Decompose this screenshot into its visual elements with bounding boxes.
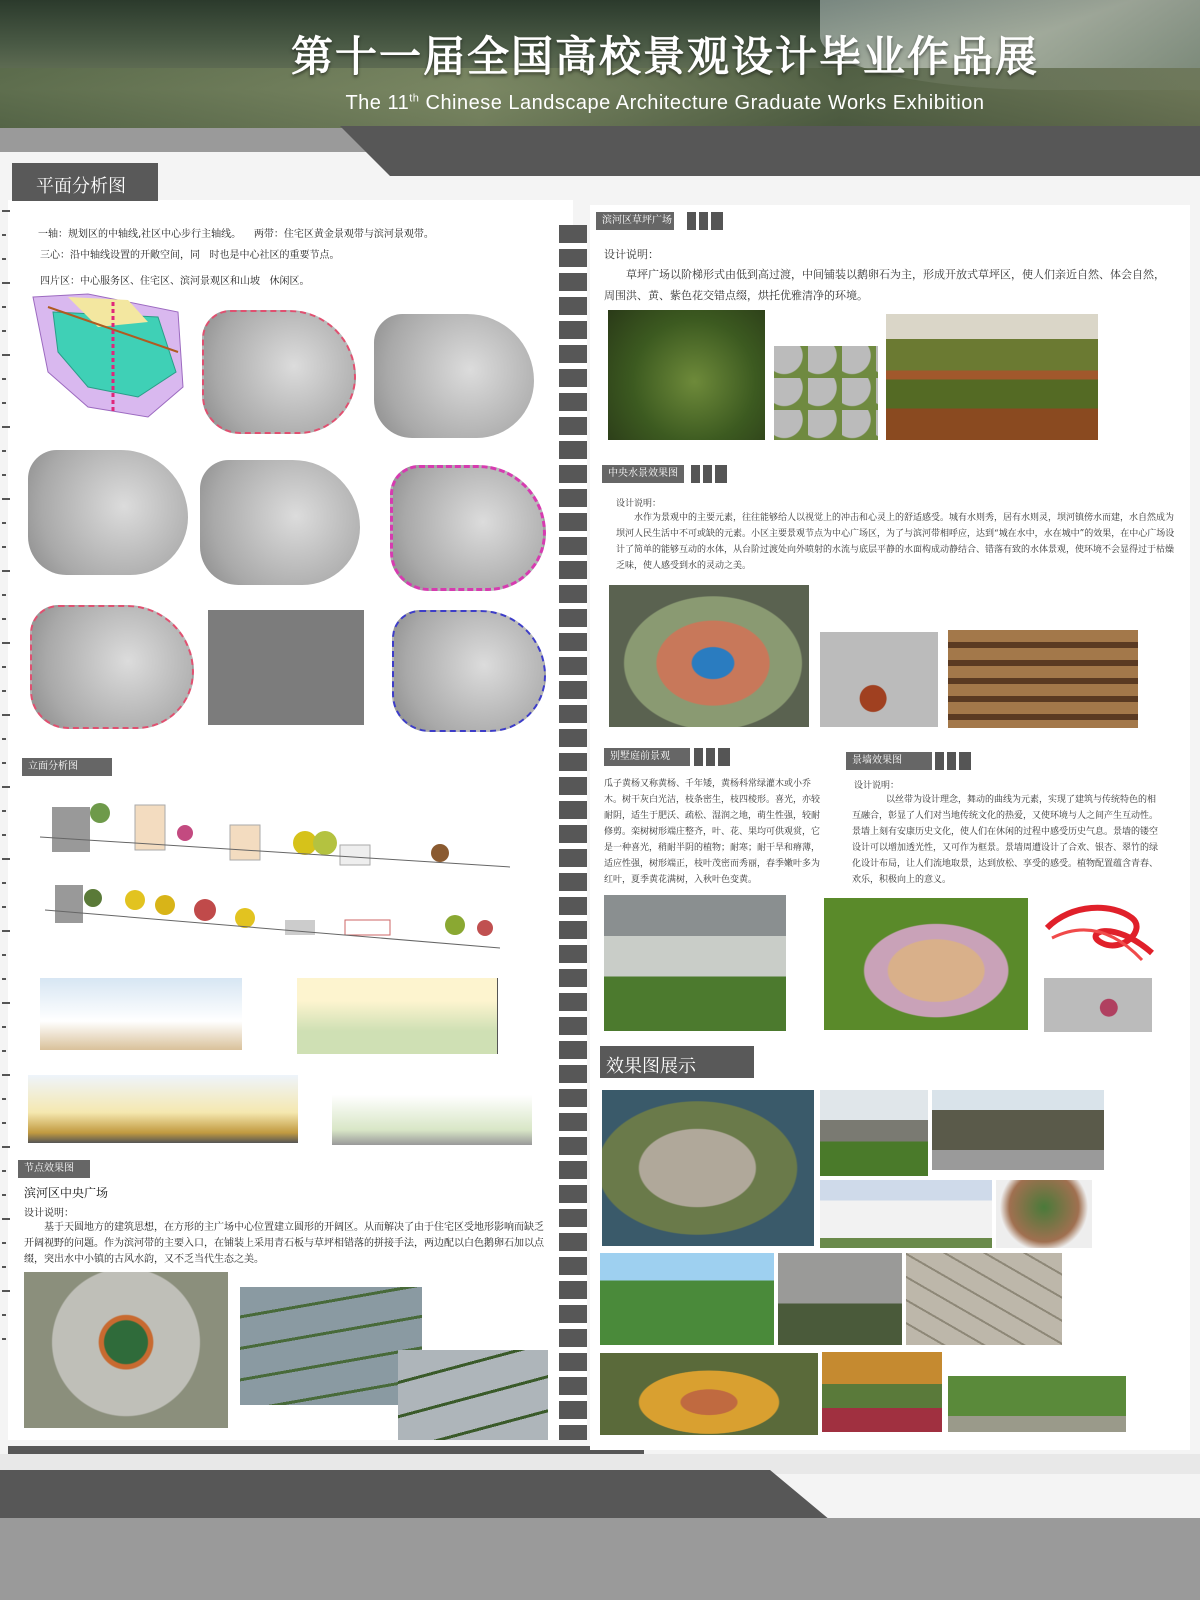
plan-section-title: 平面分析图: [36, 176, 126, 197]
deco-key: [2, 354, 10, 356]
rendering-garden-flowers: [822, 1352, 942, 1432]
plan-map-4: [28, 450, 188, 575]
deco-key: [2, 474, 6, 476]
node-desc: 基于天圆地方的建筑思想，在方形的主广场中心位置建立圆形的开阔区。从而解决了由于住宅区受地形影响而缺乏开阔视野的问题。作为滨河带的主要入口，在铺装上采用青石板与草坪相错落的拼接手法，两边配以白色鹅卵石加以点缀，突出水中小镇的古风水韵，又不乏当代生态之美。: [24, 1222, 544, 1265]
scenic-wall-plan: [1044, 978, 1152, 1032]
plan-map-3: [374, 314, 534, 438]
deco-key: [2, 522, 6, 524]
deco-key: [2, 954, 6, 956]
deco-key: [2, 1266, 6, 1268]
node-paving-photo-1: [240, 1287, 422, 1405]
elevation-drawing-2: [45, 880, 505, 950]
plan-line-3: 四片区：中心服务区、住宅区、滨河景观区和山坡 休闲区。: [40, 276, 310, 287]
left-deco-strip: [2, 210, 10, 1362]
left-frame-bottom: [8, 1446, 644, 1454]
deco-key: [2, 1050, 6, 1052]
scenic-wall-render: [824, 898, 1028, 1030]
deco-key: [2, 666, 6, 668]
plan-map-8: [208, 610, 364, 725]
node-name: 滨河区中央广场: [24, 1186, 109, 1200]
scenic-wall-desc: 以丝带为设计理念，舞动的曲线为元素，实现了建筑与传统特色的相互融合，彰显了人们对当地传统文化的热爱，又使环境与人之间产生互动性。景墙上刻有安康历史文化，使人们在休闲的过程中感受历史气息。景墙的镂空设计可以增加透光性，又可作为框景。景墙周遭设计了合欢、银杏、翠竹的绿化设计布局，让人们流地取景，达到放松、享受的感受。植物配置蕴含青春、欢乐，积极向上的意义。: [852, 795, 1159, 885]
water-feature-tab-bars: [691, 465, 730, 484]
plan-map-7: [30, 605, 194, 729]
pebble-paving-photo: [774, 346, 878, 440]
villa-courtyard-desc: 瓜子黄杨又称黄杨、千年矮，黄杨科常绿灌木或小乔木。树干灰白光洁，枝条密生，枝四棱形。喜光，亦较耐阴，适生于肥沃、疏松、湿润之地，萌生性强，较耐修剪。栾树树形端庄整齐，叶、花、果均可供观赏，它是一种喜光，稍耐半阴的植物；耐寒；耐干旱和瘠薄，适应性强，树形端正，枝叶茂密而秀丽，春季嫩叶多为红叶，夏季黄花满树，入秋叶色变黄。: [604, 779, 821, 885]
ribbon-sculpture-icon: [1042, 898, 1160, 968]
deco-key: [2, 930, 10, 932]
deco-key: [2, 690, 6, 692]
deco-key: [2, 1242, 6, 1244]
deco-key: [2, 450, 6, 452]
scenic-wall-desc-label: 设计说明：: [854, 781, 900, 791]
deco-key: [2, 786, 10, 788]
deco-key: [2, 426, 10, 428]
plan-map-2: [202, 310, 356, 434]
scenic-wall-tab-bars: [935, 752, 974, 771]
exhibition-title-cn: 第十一届全国高校景观设计毕业作品展: [290, 32, 1039, 81]
deco-key: [2, 1194, 6, 1196]
deco-key: [2, 258, 6, 260]
plan-map-5: [200, 460, 360, 585]
elevation-section-tab: 立面分析图: [22, 758, 112, 776]
deco-key: [2, 378, 6, 380]
elevation-image-4: [297, 978, 498, 1054]
rendering-bonsai-garden: [778, 1253, 902, 1345]
rendering-building: [820, 1180, 992, 1248]
water-feature-desc: 水作为景观中的主要元素，往往能够给人以视觉上的冲击和心灵上的舒适感受。城有水则秀，居有水则灵，坝河镇傍水而建，水自然成为坝河人民生活中不可或缺的元素。小区主要景观节点为中心广场区，为了与滨河带相呼应，达到“城在水中，水在城中”的效果，在中心广场设计了简单的能够互动的水体，从台阶过渡处向外喷射的水流与底层平静的水面构成动静结合、错落有致的水体景观，使环境不会显得过于枯燥乏味，使人感受到水的灵动之美。: [616, 513, 1175, 571]
deco-key: [2, 306, 6, 308]
rendering-pavilion: [600, 1353, 818, 1435]
node-desc-label: 设计说明：: [24, 1208, 74, 1219]
footer-band: [0, 1518, 1200, 1600]
deco-key: [2, 282, 10, 284]
plan-line-2: 三心：沿中轴线设置的开敞空间，同 时也是中心社区的重要节点。: [40, 250, 340, 261]
lawn-plaza-desc: 草坪广场以阶梯形式由低到高过渡，中间铺装以鹅卵石为主，形成开放式草坪区，使人们亲近自然、体会自然，周围洪、黄、紫色花交错点缀，烘托优雅清净的环境。: [604, 268, 1165, 302]
deco-key: [2, 210, 10, 212]
elevation-drawing-1: [40, 795, 520, 875]
lawn-plaza-tab: 滨河区草坪广场: [596, 212, 674, 230]
lawn-plaza-photo-1: [608, 310, 765, 440]
rendering-retaining-wall: [932, 1090, 1104, 1170]
villa-render: [604, 895, 786, 1031]
deco-key: [2, 618, 6, 620]
deco-key: [2, 978, 6, 980]
elevation-image-5: [28, 1075, 298, 1143]
water-plaza-render: [609, 585, 809, 727]
rendering-park-path: [600, 1253, 774, 1345]
deco-key: [2, 402, 6, 404]
elevation-image-6: [332, 1095, 532, 1145]
node-section-tab: 节点效果图: [18, 1160, 90, 1178]
deco-key: [2, 546, 6, 548]
header-slant-band: [0, 126, 1200, 178]
center-divider-strip: [559, 225, 587, 1440]
scenic-wall-tab: 景墙效果图: [846, 752, 932, 770]
deco-key: [2, 834, 6, 836]
deco-key: [2, 1002, 10, 1004]
plan-map-6: [390, 465, 546, 591]
renderings-title: 效果图展示: [606, 1056, 696, 1077]
deco-key: [2, 570, 10, 572]
deco-key: [2, 906, 6, 908]
deco-key: [2, 1074, 10, 1076]
deco-key: [2, 762, 6, 764]
water-steps-photo: [948, 630, 1138, 728]
node-plaza-aerial-photo: [24, 1272, 228, 1428]
deco-key: [2, 738, 6, 740]
water-plaza-plan: [820, 632, 938, 727]
deco-key: [2, 1290, 10, 1292]
deco-key: [2, 234, 6, 236]
rendering-riverside: [948, 1352, 1126, 1432]
deco-key: [2, 858, 10, 860]
deco-key: [2, 330, 6, 332]
deco-key: [2, 642, 10, 644]
deco-key: [2, 1338, 6, 1340]
deco-key: [2, 594, 6, 596]
deco-key: [2, 810, 6, 812]
water-feature-desc-label: 设计说明：: [616, 499, 662, 509]
node-paving-photo-2: [398, 1350, 548, 1440]
master-plan-zoning-map: [28, 292, 188, 422]
lawn-plaza-desc-label: 设计说明：: [604, 248, 659, 261]
rendering-villa-garden: [820, 1090, 928, 1176]
exhibition-title-en: The 11th Chinese Landscape Architecture Graduate Works Exhibition: [345, 92, 985, 114]
deco-key: [2, 1314, 6, 1316]
plan-line-1: 一轴：规划区的中轴线,社区中心步行主轴线。 两带：住宅区黄金景观带与滨河景观带。: [38, 229, 434, 240]
villa-courtyard-tab: 别墅庭前景观: [604, 748, 690, 766]
deco-key: [2, 882, 6, 884]
deco-key: [2, 498, 10, 500]
deco-key: [2, 1098, 6, 1100]
deco-key: [2, 1218, 10, 1220]
elevation-image-3: [40, 978, 242, 1050]
plan-map-9: [392, 610, 546, 732]
rendering-rockery: [996, 1180, 1092, 1248]
footer-slant-band: [0, 1470, 1200, 1520]
deco-key: [2, 1026, 6, 1028]
stepped-lawn-photo: [886, 314, 1098, 440]
lawn-plaza-tab-bars: [687, 212, 726, 231]
villa-courtyard-tab-bars: [694, 748, 733, 767]
deco-key: [2, 1122, 6, 1124]
water-feature-tab: 中央水景效果图: [602, 465, 684, 483]
deco-key: [2, 714, 10, 716]
deco-key: [2, 1146, 10, 1148]
rendering-aerial: [602, 1090, 814, 1246]
rendering-stone-wall-planters: [906, 1253, 1062, 1345]
deco-key: [2, 1170, 6, 1172]
